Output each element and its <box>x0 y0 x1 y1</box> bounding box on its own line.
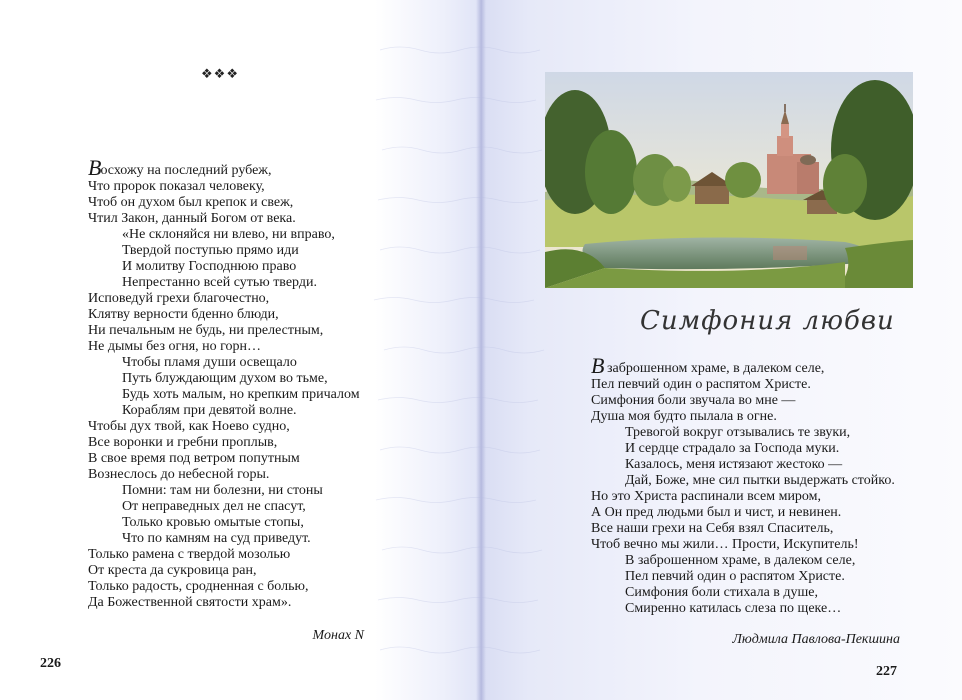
poem-line: Чтобы пламя души освещало <box>122 355 297 370</box>
poem-line: Тревогой вокруг отзывались те звуки, <box>625 425 851 440</box>
poem-line: Симфония боли стихала в душе, <box>625 585 819 600</box>
poem-line: Помни: там ни болезни, ни стоны <box>122 483 323 498</box>
poem-line: Да Божественной святости храм». <box>88 595 292 610</box>
poem-title: Симфония любви <box>640 306 895 336</box>
poem-line: Твердой поступью прямо иди <box>122 243 299 258</box>
poem-line: Только радость, сродненная с болью, <box>88 579 309 594</box>
page-number: 227 <box>876 664 897 679</box>
poem-line: Все наши грехи на Себя взял Спаситель, <box>591 521 834 536</box>
poem-line: Вознеслось до небесной горы. <box>88 467 270 482</box>
poem-line: Симфония боли звучала во мне — <box>591 393 796 408</box>
poem-line: Восхожу на последний рубеж, <box>88 155 272 180</box>
poem-line: Непрестанно всей сутью тверди. <box>122 275 317 290</box>
poem-line: Чтоб он духом был крепок и свеж, <box>88 195 294 210</box>
page-number: 226 <box>40 656 61 671</box>
landscape-painting <box>545 72 913 288</box>
poem-line: А Он пред людьми был и чист, и невинен. <box>591 505 842 520</box>
poem-line: Что по камням на суд приведут. <box>122 531 311 546</box>
poem-line: Чтобы дух твой, как Ноево судно, <box>88 419 290 434</box>
poem-line: В заброшенном храме, в далеком селе, <box>625 553 856 568</box>
poem-line: Клятву верности бденно блюди, <box>88 307 279 322</box>
poem-line: Кораблям при девятой волне. <box>122 403 297 418</box>
poem-line: Чтил Закон, данный Богом от века. <box>88 211 296 226</box>
poem-line: Не дымы без огня, но горн… <box>88 339 262 354</box>
drop-cap: В <box>591 353 604 378</box>
poem-line: В свое время под ветром попутным <box>88 451 300 466</box>
poem-line: Что пророк показал человеку, <box>88 179 265 194</box>
poem-line: Только кровью омытые стопы, <box>122 515 304 530</box>
poem-line: От неправедных дел не спасут, <box>122 499 306 514</box>
poem-line: Казалось, меня истязают жестоко — <box>625 457 843 472</box>
poem-line: «Не склоняйся ни влево, ни вправо, <box>122 227 335 242</box>
poem-right <box>591 353 895 617</box>
poem-line: Только рамена с твердой мозолью <box>88 547 291 562</box>
church-landscape-image <box>545 72 913 288</box>
author-signature: Людмила Павлова-Пекшина <box>732 632 900 647</box>
poem-line: Пел певчий один о распятом Христе. <box>625 569 845 584</box>
poem-line: Смиренно катилась слеза по щеке… <box>625 601 842 616</box>
poem-line: Будь хоть малым, но крепким причалом <box>122 387 360 402</box>
section-ornament: ❖❖❖ <box>201 66 239 81</box>
poem-line: Чтоб вечно мы жили… Прости, Искупитель! <box>591 537 859 552</box>
poem-line: И сердце страдало за Господа муки. <box>625 441 840 456</box>
drop-cap: В <box>88 155 101 180</box>
author-signature: Монах N <box>312 628 364 643</box>
poem-line: Исповедуй грехи благочестно, <box>88 291 270 306</box>
poem-line: Душа моя будто пылала в огне. <box>591 409 777 424</box>
poem-line: Но это Христа распинали всем миром, <box>591 489 822 504</box>
poem-line: Дай, Боже, мне сил пытки выдержать стойко. <box>625 473 895 488</box>
poem-line: Пел певчий один о распятом Христе. <box>591 377 811 392</box>
poem-line: Путь блуждающим духом во тьме, <box>122 371 328 386</box>
poem-line: В заброшенном храме, в далеком селе, <box>591 353 825 378</box>
poem-line: Ни печальным не будь, ни прелестным, <box>88 323 324 338</box>
poem-line: Все воронки и гребни проплыв, <box>88 435 278 450</box>
poem-line: И молитву Господнюю право <box>122 259 297 274</box>
poem-line: От креста да сукровица ран, <box>88 563 257 578</box>
poem-left <box>88 155 360 611</box>
